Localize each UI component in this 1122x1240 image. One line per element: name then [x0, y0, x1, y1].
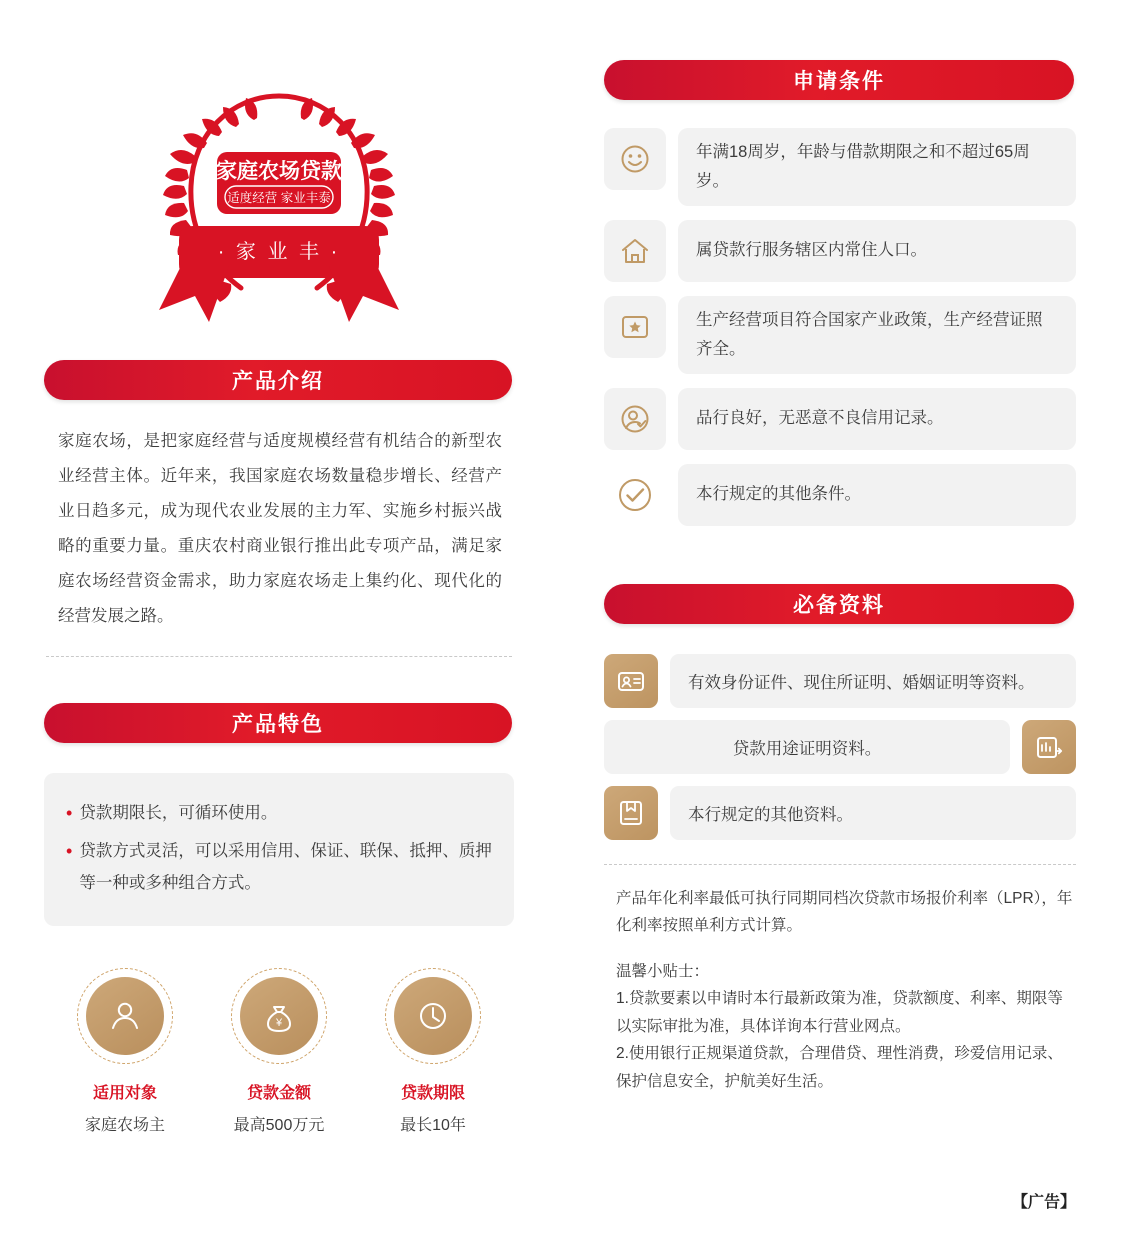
material-row — [604, 720, 1076, 774]
condition-text: 生产经营项目符合国家产业政策，生产经营证照齐全。 — [678, 296, 1076, 374]
feature-item — [66, 835, 492, 899]
emblem-ribbon-text: · 家 业 丰 · — [217, 241, 341, 263]
left-column — [44, 60, 514, 1135]
material-text: 有效身份证件、现住所证明、婚姻证明等资料。 — [670, 654, 1076, 708]
stat-applicant — [60, 968, 190, 1135]
bullet-icon: • — [66, 841, 73, 862]
clock-icon — [413, 996, 453, 1036]
stat-circle-wrap — [231, 968, 327, 1064]
required-materials-title-text: 必备资料 — [793, 593, 885, 617]
stat-title: 适用对象 — [92, 1084, 157, 1102]
condition-text: 本行规定的其他条件。 — [678, 464, 1076, 526]
condition-icon-box — [604, 220, 666, 282]
section-title-product-intro — [44, 360, 512, 400]
product-intro-title-text: 产品介绍 — [232, 370, 324, 393]
material-icon-box — [604, 654, 658, 708]
person-icon — [105, 996, 145, 1036]
condition-text: 品行良好，无恶意不良信用记录。 — [678, 388, 1076, 450]
id-card-icon — [616, 666, 646, 696]
condition-row — [604, 220, 1076, 282]
stat-term — [368, 968, 498, 1135]
condition-row — [604, 464, 1076, 526]
product-features-title-text: 产品特色 — [232, 712, 324, 736]
smiley-face-icon — [618, 142, 652, 176]
stat-value: 最高500万元 — [233, 1116, 325, 1134]
stat-circle — [394, 977, 472, 1055]
emblem-sub-text: 适度经营 家业丰泰 — [227, 191, 331, 205]
stat-circle-wrap — [77, 968, 173, 1064]
material-text: 贷款用途证明资料。 — [604, 720, 1010, 774]
document-icon — [616, 798, 646, 828]
required-materials-list — [604, 654, 1076, 840]
stat-amount — [214, 968, 344, 1135]
material-icon-box — [604, 786, 658, 840]
section-title-required-materials — [604, 584, 1074, 624]
check-circle-icon — [615, 475, 655, 515]
material-row — [604, 786, 1076, 840]
apply-conditions-list — [604, 128, 1076, 526]
bullet-icon: • — [66, 802, 73, 823]
section-title-product-features — [44, 703, 512, 743]
condition-row — [604, 128, 1076, 206]
feature-text: 贷款方式灵活，可以采用信用、保证、联保、抵押、质押等一种或多种组合方式。 — [79, 842, 492, 893]
product-stats — [60, 968, 498, 1135]
stat-title: 贷款期限 — [400, 1084, 465, 1102]
section-title-apply-conditions — [604, 60, 1074, 100]
condition-row — [604, 388, 1076, 450]
feature-text: 贷款期限长，可循环使用。 — [79, 803, 278, 822]
stat-title: 贷款金额 — [246, 1084, 311, 1102]
product-emblem — [129, 60, 429, 350]
material-text: 本行规定的其他资料。 — [670, 786, 1076, 840]
product-features-box — [44, 773, 514, 926]
note-tip-2: 2.使用银行正规渠道贷款，合理借贷、理性消费，珍爱信用记录、保护信息安全，护航美好生活。 — [616, 1045, 1063, 1090]
notes-section — [604, 864, 1076, 1096]
right-column — [604, 60, 1076, 1096]
condition-icon-box — [604, 464, 666, 526]
stat-circle — [86, 977, 164, 1055]
note-tips-title: 温馨小贴士： — [616, 962, 710, 980]
stat-circle — [240, 977, 318, 1055]
apply-conditions-title-text: 申请条件 — [793, 70, 885, 93]
stat-value: 最长10年 — [400, 1116, 466, 1134]
material-icon-box — [1022, 720, 1076, 774]
feature-item — [66, 797, 492, 829]
stat-value: 家庭农场主 — [84, 1116, 165, 1134]
note-tip-1: 1.贷款要素以申请时本行最新政策为准，贷款额度、利率、期限等以实际审批为准，具体详询本行营业网点。 — [616, 990, 1063, 1035]
condition-row — [604, 296, 1076, 374]
ad-label: 【广告】 — [1011, 1194, 1076, 1211]
stat-circle-wrap — [385, 968, 481, 1064]
money-bag-icon — [259, 996, 299, 1036]
svg-text:¥: ¥ — [275, 1016, 283, 1029]
note-rate: 产品年化利率最低可执行同期同档次贷款市场报价利率（LPR），年化利率按照单利方式计算。 — [616, 889, 1073, 935]
certificate-icon — [618, 310, 652, 344]
note-tips — [616, 958, 1076, 1096]
condition-icon-box — [604, 296, 666, 358]
condition-icon-box — [604, 128, 666, 190]
material-row — [604, 654, 1076, 708]
condition-text: 属贷款行服务辖区内常住人口。 — [678, 220, 1076, 282]
condition-icon-box — [604, 388, 666, 450]
user-check-icon — [618, 402, 652, 436]
product-intro-paragraph: 家庭农场，是把家庭经营与适度规模经营有机结合的新型农业经营主体。近年来，我国家庭农场数量稳步增长、经营产业日趋多元，成为现代农业发展的主力军、实施乡村振兴战略的重要力量。重庆农村商业银行推出此专项产品，满足家庭农场经营资金需求，助力家庭农场走上集约化、现代化的经营发展之路。 — [58, 432, 502, 625]
emblem-main-text: 家庭农场贷款 — [216, 160, 342, 183]
house-icon — [618, 234, 652, 268]
condition-text: 年满18周岁，年龄与借款期限之和不超过65周岁。 — [678, 128, 1076, 206]
invoice-icon — [1034, 732, 1064, 762]
